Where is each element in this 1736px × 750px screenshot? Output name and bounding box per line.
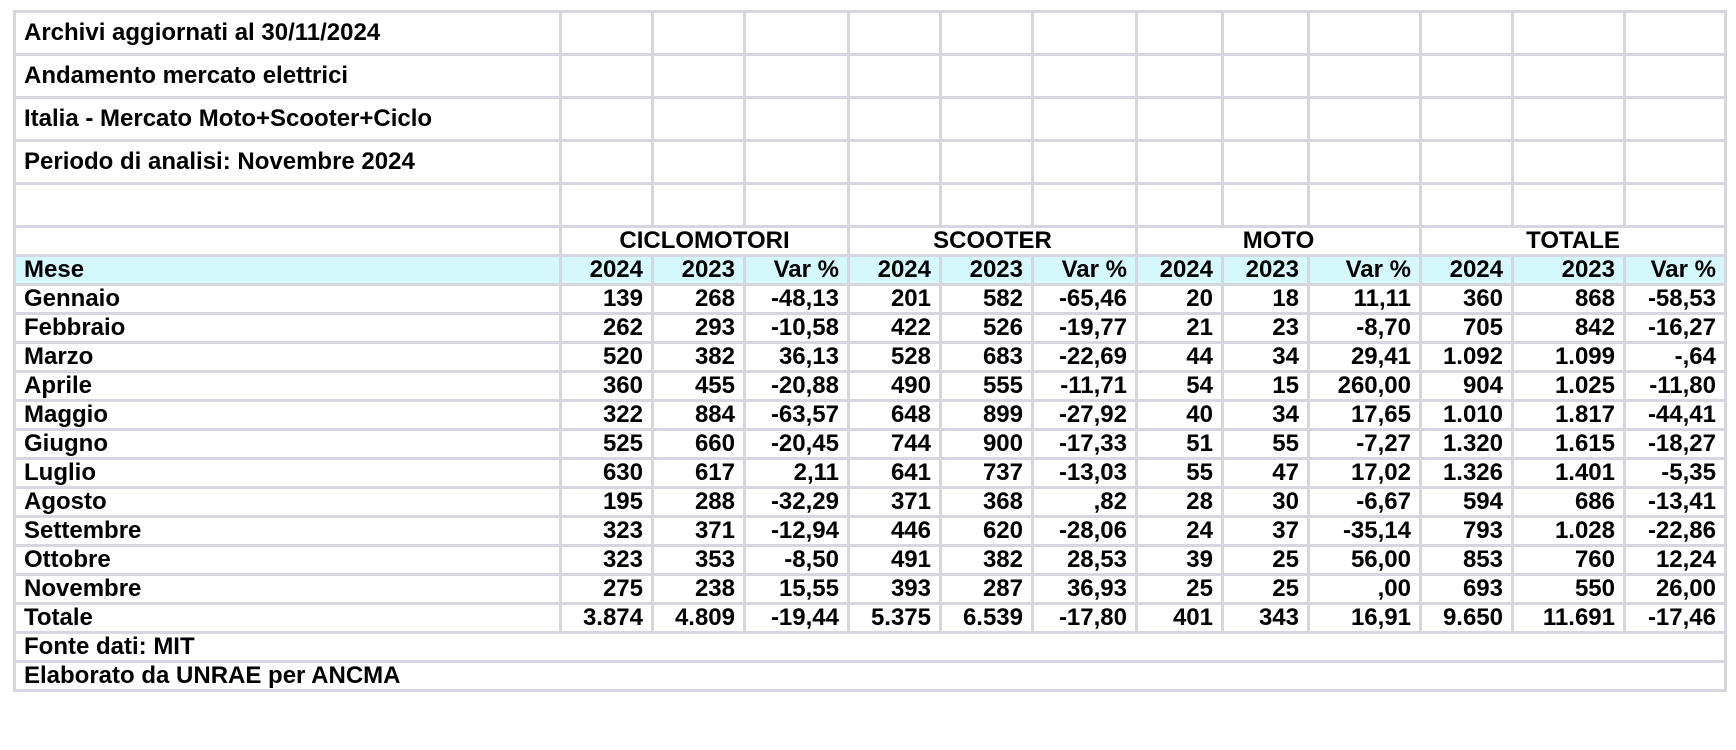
table-cell: -19,77 <box>1033 314 1137 343</box>
analysis-period-label: Periodo di analisi: Novembre 2024 <box>15 141 561 184</box>
table-cell: 737 <box>941 459 1033 488</box>
table-cell: -,64 <box>1625 343 1726 372</box>
table-cell: -11,80 <box>1625 372 1726 401</box>
table-cell: 422 <box>849 314 941 343</box>
table-body <box>15 12 1726 691</box>
table-cell: -17,46 <box>1625 604 1726 633</box>
table-cell: 287 <box>941 575 1033 604</box>
table-cell: ,82 <box>1033 488 1137 517</box>
table-cell: 323 <box>561 517 653 546</box>
table-cell: 393 <box>849 575 941 604</box>
table-cell: -11,71 <box>1033 372 1137 401</box>
table-cell: 1.099 <box>1513 343 1625 372</box>
table-cell: 20 <box>1137 285 1223 314</box>
table-cell: 446 <box>849 517 941 546</box>
table-cell: 760 <box>1513 546 1625 575</box>
table-cell: 343 <box>1223 604 1309 633</box>
header-col: 2024 <box>1421 256 1513 285</box>
table-cell: 4.809 <box>653 604 745 633</box>
table-cell: 594 <box>1421 488 1513 517</box>
column-header-row <box>15 256 1726 285</box>
group-scooter: SCOOTER <box>849 227 1137 256</box>
table-cell: 490 <box>849 372 941 401</box>
table-row <box>15 285 1726 314</box>
table-cell: 3.874 <box>561 604 653 633</box>
table-row <box>15 314 1726 343</box>
table-cell: 630 <box>561 459 653 488</box>
table-cell: 17,02 <box>1309 459 1421 488</box>
table-cell: -28,06 <box>1033 517 1137 546</box>
table-cell: -5,35 <box>1625 459 1726 488</box>
table-cell: 28 <box>1137 488 1223 517</box>
table-cell: -32,29 <box>745 488 849 517</box>
table-cell: 582 <box>941 285 1033 314</box>
group-header-row <box>15 227 1726 256</box>
table-cell: 371 <box>849 488 941 517</box>
table-cell: -8,50 <box>745 546 849 575</box>
table-row <box>15 604 1726 633</box>
table-cell: 268 <box>653 285 745 314</box>
table-cell: 900 <box>941 430 1033 459</box>
table-cell: -22,86 <box>1625 517 1726 546</box>
table-cell: -48,13 <box>745 285 849 314</box>
table-cell: 288 <box>653 488 745 517</box>
table-cell: ,00 <box>1309 575 1421 604</box>
row-label: Agosto <box>15 488 561 517</box>
header-col: 2023 <box>1513 256 1625 285</box>
table-cell: 36,13 <box>745 343 849 372</box>
table-cell: 9.650 <box>1421 604 1513 633</box>
table-cell: 24 <box>1137 517 1223 546</box>
table-cell: 520 <box>561 343 653 372</box>
table-cell: -44,41 <box>1625 401 1726 430</box>
table-cell: 23 <box>1223 314 1309 343</box>
header-col: Var % <box>745 256 849 285</box>
table-cell: -63,57 <box>745 401 849 430</box>
table-cell: 55 <box>1223 430 1309 459</box>
archive-date-label: Archivi aggiornati al 30/11/2024 <box>15 12 561 55</box>
table-cell: 371 <box>653 517 745 546</box>
table-cell: 617 <box>653 459 745 488</box>
table-cell: 322 <box>561 401 653 430</box>
table-cell: 660 <box>653 430 745 459</box>
row-label: Giugno <box>15 430 561 459</box>
table-cell: 525 <box>561 430 653 459</box>
row-label: Aprile <box>15 372 561 401</box>
header-col: 2024 <box>849 256 941 285</box>
table-cell: 683 <box>941 343 1033 372</box>
table-row <box>15 459 1726 488</box>
table-cell: 641 <box>849 459 941 488</box>
table-cell: -16,27 <box>1625 314 1726 343</box>
table-cell: 15 <box>1223 372 1309 401</box>
table-cell: 853 <box>1421 546 1513 575</box>
table-cell: 705 <box>1421 314 1513 343</box>
table-cell: 25 <box>1223 575 1309 604</box>
table-cell: 54 <box>1137 372 1223 401</box>
table-cell: 238 <box>653 575 745 604</box>
table-cell: 686 <box>1513 488 1625 517</box>
table-cell: 401 <box>1137 604 1223 633</box>
table-cell: 12,24 <box>1625 546 1726 575</box>
table-cell: 275 <box>561 575 653 604</box>
table-cell: 34 <box>1223 401 1309 430</box>
row-label: Marzo <box>15 343 561 372</box>
table-cell: 360 <box>561 372 653 401</box>
table-cell: 40 <box>1137 401 1223 430</box>
table-cell: -22,69 <box>1033 343 1137 372</box>
table-cell: -8,70 <box>1309 314 1421 343</box>
table-cell: -10,58 <box>745 314 849 343</box>
table-cell: 353 <box>653 546 745 575</box>
table-cell: 139 <box>561 285 653 314</box>
header-col: 2024 <box>561 256 653 285</box>
table-cell: -20,88 <box>745 372 849 401</box>
table-cell: -7,27 <box>1309 430 1421 459</box>
info-row <box>15 55 1726 98</box>
table-cell: 904 <box>1421 372 1513 401</box>
table-cell: 1.028 <box>1513 517 1625 546</box>
table-cell: -12,94 <box>745 517 849 546</box>
table-cell: 1.326 <box>1421 459 1513 488</box>
table-cell: 29,41 <box>1309 343 1421 372</box>
header-col: Var % <box>1625 256 1726 285</box>
table-cell: 26,00 <box>1625 575 1726 604</box>
table-cell: 201 <box>849 285 941 314</box>
table-cell: 1.320 <box>1421 430 1513 459</box>
table-cell: 323 <box>561 546 653 575</box>
table-cell: 368 <box>941 488 1033 517</box>
table-cell: 262 <box>561 314 653 343</box>
row-label: Gennaio <box>15 285 561 314</box>
table-cell: 11,11 <box>1309 285 1421 314</box>
footer-row <box>15 633 1726 662</box>
table-cell: 44 <box>1137 343 1223 372</box>
table-cell: -6,67 <box>1309 488 1421 517</box>
table-cell: 1.817 <box>1513 401 1625 430</box>
table-cell: 1.615 <box>1513 430 1625 459</box>
credit-note: Elaborato da UNRAE per ANCMA <box>15 662 1726 691</box>
table-cell: -65,46 <box>1033 285 1137 314</box>
table-cell: 693 <box>1421 575 1513 604</box>
table-cell: -35,14 <box>1309 517 1421 546</box>
table-cell: 11.691 <box>1513 604 1625 633</box>
table-cell: 555 <box>941 372 1033 401</box>
table-cell: 260,00 <box>1309 372 1421 401</box>
table-cell: 382 <box>941 546 1033 575</box>
footer-row <box>15 662 1726 691</box>
table-cell: 25 <box>1223 546 1309 575</box>
empty-row <box>15 184 1726 227</box>
table-cell: 56,00 <box>1309 546 1421 575</box>
table-cell: 6.539 <box>941 604 1033 633</box>
header-col: Var % <box>1033 256 1137 285</box>
table-cell: 842 <box>1513 314 1625 343</box>
row-label: Maggio <box>15 401 561 430</box>
table-cell: 21 <box>1137 314 1223 343</box>
table-cell: 51 <box>1137 430 1223 459</box>
table-cell: -17,33 <box>1033 430 1137 459</box>
table-cell: -17,80 <box>1033 604 1137 633</box>
header-mese: Mese <box>15 256 561 285</box>
table-cell: 15,55 <box>745 575 849 604</box>
table-cell: 34 <box>1223 343 1309 372</box>
group-moto: MOTO <box>1137 227 1421 256</box>
report-title: Andamento mercato elettrici <box>15 55 561 98</box>
table-cell: 491 <box>849 546 941 575</box>
table-cell: 55 <box>1137 459 1223 488</box>
group-ciclomotori: CICLOMOTORI <box>561 227 849 256</box>
group-totale: TOTALE <box>1421 227 1726 256</box>
market-table <box>13 10 1727 692</box>
header-col: 2024 <box>1137 256 1223 285</box>
table-row <box>15 401 1726 430</box>
table-cell: 899 <box>941 401 1033 430</box>
table-cell: -19,44 <box>745 604 849 633</box>
table-cell: 884 <box>653 401 745 430</box>
table-cell: -13,41 <box>1625 488 1726 517</box>
table-cell: 1.025 <box>1513 372 1625 401</box>
header-col: Var % <box>1309 256 1421 285</box>
header-col: 2023 <box>941 256 1033 285</box>
table-row <box>15 575 1726 604</box>
header-col: 2023 <box>1223 256 1309 285</box>
table-cell: 793 <box>1421 517 1513 546</box>
table-cell: 28,53 <box>1033 546 1137 575</box>
table-cell: -27,92 <box>1033 401 1137 430</box>
table-row <box>15 430 1726 459</box>
header-col: 2023 <box>653 256 745 285</box>
row-label: Novembre <box>15 575 561 604</box>
info-row <box>15 12 1726 55</box>
table-cell: 30 <box>1223 488 1309 517</box>
table-cell: 868 <box>1513 285 1625 314</box>
row-label: Totale <box>15 604 561 633</box>
table-cell: 526 <box>941 314 1033 343</box>
table-cell: 382 <box>653 343 745 372</box>
table-cell: 36,93 <box>1033 575 1137 604</box>
table-row <box>15 546 1726 575</box>
table-cell: 1.401 <box>1513 459 1625 488</box>
table-cell: 620 <box>941 517 1033 546</box>
table-cell: 528 <box>849 343 941 372</box>
info-row <box>15 141 1726 184</box>
table-cell: 16,91 <box>1309 604 1421 633</box>
table-row <box>15 488 1726 517</box>
table-cell: -13,03 <box>1033 459 1137 488</box>
table-cell: 17,65 <box>1309 401 1421 430</box>
table-cell: 360 <box>1421 285 1513 314</box>
table-cell: 47 <box>1223 459 1309 488</box>
table-cell: 744 <box>849 430 941 459</box>
table-cell: 1.092 <box>1421 343 1513 372</box>
table-cell: -58,53 <box>1625 285 1726 314</box>
row-label: Ottobre <box>15 546 561 575</box>
table-cell: 293 <box>653 314 745 343</box>
market-scope-label: Italia - Mercato Moto+Scooter+Ciclo <box>15 98 561 141</box>
table-cell: 195 <box>561 488 653 517</box>
table-cell: -20,45 <box>745 430 849 459</box>
row-label: Luglio <box>15 459 561 488</box>
row-label: Febbraio <box>15 314 561 343</box>
table-row <box>15 372 1726 401</box>
source-note: Fonte dati: MIT <box>15 633 1726 662</box>
table-cell: 550 <box>1513 575 1625 604</box>
row-label: Settembre <box>15 517 561 546</box>
table-cell: 648 <box>849 401 941 430</box>
table-cell: 25 <box>1137 575 1223 604</box>
table-row <box>15 517 1726 546</box>
table-cell: 18 <box>1223 285 1309 314</box>
table-cell: 1.010 <box>1421 401 1513 430</box>
table-cell: 39 <box>1137 546 1223 575</box>
table-cell: 5.375 <box>849 604 941 633</box>
table-cell: 455 <box>653 372 745 401</box>
info-row <box>15 98 1726 141</box>
table-cell: 37 <box>1223 517 1309 546</box>
table-row <box>15 343 1726 372</box>
table-cell: 2,11 <box>745 459 849 488</box>
table-cell: -18,27 <box>1625 430 1726 459</box>
